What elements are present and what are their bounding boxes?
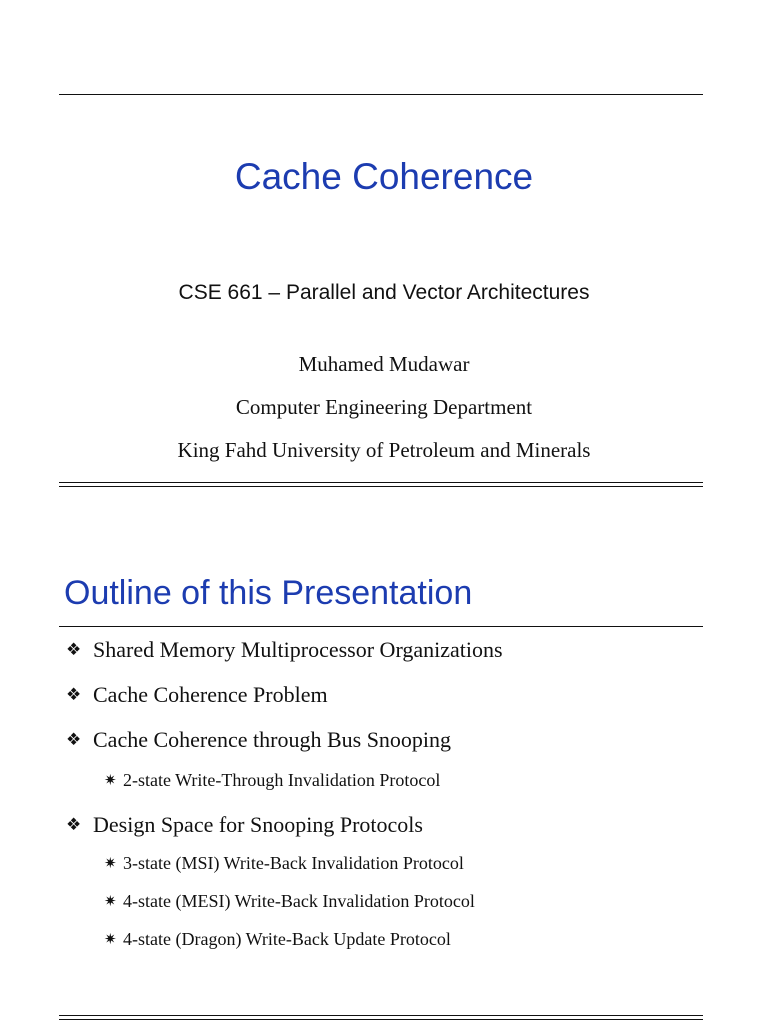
slide-title: Cache Coherence <box>234 156 534 197</box>
top-rule <box>59 94 703 95</box>
diamond-cluster-icon: ❖ <box>66 815 82 834</box>
star-icon: ✷ <box>104 773 117 789</box>
outline-sub-item <box>104 929 451 950</box>
outline-sub-item <box>104 891 475 912</box>
outline-item <box>66 727 451 753</box>
outline-item <box>66 682 328 708</box>
outline-item-label: Shared Memory Multiprocessor Organizations <box>93 637 503 662</box>
star-icon: ✷ <box>104 932 117 948</box>
outline-item-label: Cache Coherence through Bus Snooping <box>93 727 452 752</box>
star-icon: ✷ <box>104 856 117 872</box>
outline-sub-item-label: 4-state (Dragon) Write-Back Update Protocol <box>123 929 451 949</box>
outline-title: Outline of this Presentation <box>64 574 473 612</box>
outline-item <box>66 637 503 663</box>
diamond-cluster-icon: ❖ <box>66 640 82 659</box>
department-name: Computer Engineering Department <box>235 395 533 419</box>
university-name: King Fahd University of Petroleum and Minerals <box>177 438 591 462</box>
course-subtitle: CSE 661 – Parallel and Vector Architectures <box>178 281 590 304</box>
outline-sub-item <box>104 770 440 791</box>
outline-sub-item-label: 4-state (MESI) Write-Back Invalidation Protocol <box>123 891 475 911</box>
bottom-divider <box>59 1015 703 1020</box>
author-name: Muhamed Mudawar <box>298 352 470 376</box>
outline-item <box>66 812 423 838</box>
outline-item-label: Design Space for Snooping Protocols <box>93 812 423 837</box>
slide-divider <box>59 482 703 487</box>
outline-sub-item-label: 2-state Write-Through Invalidation Protocol <box>123 770 441 790</box>
diamond-cluster-icon: ❖ <box>66 685 82 704</box>
outline-sub-item <box>104 853 464 874</box>
star-icon: ✷ <box>104 894 117 910</box>
outline-item-label: Cache Coherence Problem <box>93 682 328 707</box>
outline-sub-item-label: 3-state (MSI) Write-Back Invalidation Protocol <box>123 853 464 873</box>
diamond-cluster-icon: ❖ <box>66 730 82 749</box>
outline-title-rule <box>59 626 703 627</box>
